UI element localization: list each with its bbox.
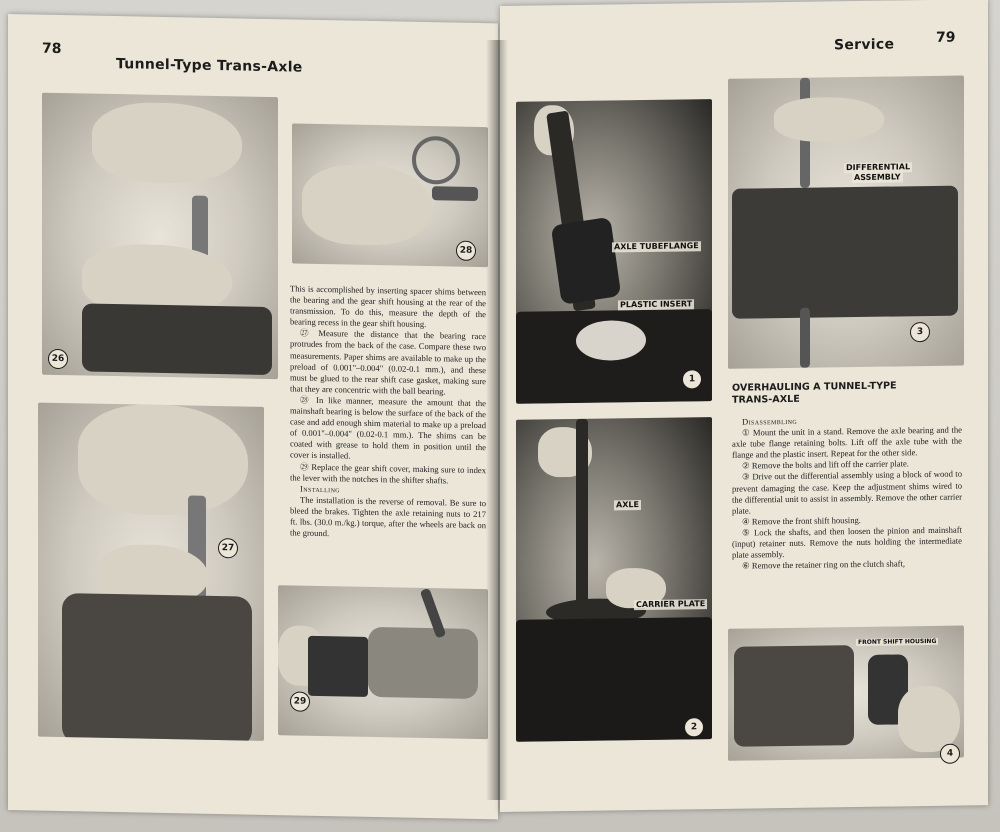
book-gutter <box>486 40 508 800</box>
callout-carrier-plate: CARRIER PLATE <box>636 599 706 610</box>
callout-front-shift-housing: FRONT SHIFT HOUSING <box>858 637 937 647</box>
figure-26-label: 26 <box>48 349 68 369</box>
figure-28-label: 28 <box>456 241 476 261</box>
figure-1-label: 1 <box>682 369 702 389</box>
installing-paragraph: The installation is the reverse of removal. Be sure to bleed the brakes. Tighten the axle retaining nuts to 217 ft. lbs. (30.0 m./kg.) torque, after the wheels are back on the ground. <box>290 494 486 539</box>
step-2: ② Remove the bolts and lift off the carrier plate. <box>742 458 909 471</box>
figure-3-label: 3 <box>910 322 930 342</box>
page-number-right: 79 <box>936 29 956 46</box>
figure-3-photo <box>728 76 964 369</box>
figure-2-photo <box>516 417 712 742</box>
installing-heading: Installing <box>300 483 341 495</box>
figure-26-photo <box>42 93 278 380</box>
figure-2-label: 2 <box>684 717 704 737</box>
figure-4-label: 4 <box>940 744 960 764</box>
left-text-column <box>290 283 486 542</box>
step-1: ① Mount the unit in a stand. Remove the axle bearing and the axle tube flange retaining bolts. Lift off the axle tube with the flange and the plastic insert. Repeat for the other side. <box>732 424 962 461</box>
page-number-left: 78 <box>42 40 62 58</box>
figure-4-photo <box>728 626 964 761</box>
step-3: ③ Drive out the differential assembly using a block of wood to prevent damaging the case. Keep the adjustment shims wired to the differential unit to assist in assembly. Remove the other carrier plate. <box>732 469 962 516</box>
step-6: ⑥ Remove the retainer ring on the clutch shaft, <box>742 558 906 571</box>
figure-27-label: 27 <box>218 538 238 558</box>
figure-29-label: 29 <box>290 691 310 711</box>
step-5: ⑤ Lock the shafts, and then loosen the pinion and mainshaft (input) retainer nuts. Remove the nuts holding the intermediate plate assembly. <box>732 524 962 560</box>
callout-differential-line2: ASSEMBLY <box>854 172 901 183</box>
paragraph-1: This is accomplished by inserting spacer shims between the bearing and the gear shift housing at the rear of the transmission. To do this, measure the depth of the bearing recess in the gear shift housing. <box>290 283 486 330</box>
right-page <box>500 0 988 812</box>
callout-plastic-insert: PLASTIC INSERT <box>620 299 693 310</box>
running-head-left: Tunnel-Type Trans-Axle <box>116 56 303 76</box>
paragraph-4: ㉙ Replace the gear shift cover, making sure to index the lever with the notches in the shifter shafts. <box>290 461 486 486</box>
section-heading-line2: TRANS-AXLE <box>732 393 800 406</box>
callout-axle: AXLE <box>616 500 639 510</box>
right-text-column <box>732 414 962 573</box>
figure-29-photo <box>278 585 488 739</box>
figure-27-photo <box>38 403 264 741</box>
callout-differential-line1: DIFFERENTIAL <box>846 162 911 173</box>
left-page <box>8 14 498 819</box>
paragraph-3: ㉘ In like manner, measure the amount that the mainshaft bearing is below the surface of the back of the case and add enough shim material to make up a preload of 0.001"–0.004" (0.02-0.1 mm.). The shims can be coated with grease to hold them in position until the cover is installed. <box>290 394 486 461</box>
section-heading-line1: OVERHAULING A TUNNEL-TYPE <box>732 380 897 394</box>
disassembling-heading: Disassembling <box>742 415 798 427</box>
paragraph-2: ㉗ Measure the distance that the bearing race protrudes from the back of the case. Compare these two measurements. Paper shims are available to make up the preload of 0.001"–0.004" (0.02-0.1 mm.), and these must be glued to the rear shift case gasket, making sure that they are concentric with the ball bearing. <box>290 327 486 397</box>
step-4: ④ Remove the front shift housing. <box>742 514 861 527</box>
running-head-right: Service <box>834 36 895 54</box>
callout-axle-tubeflange: AXLE TUBEFLANGE <box>614 241 699 252</box>
